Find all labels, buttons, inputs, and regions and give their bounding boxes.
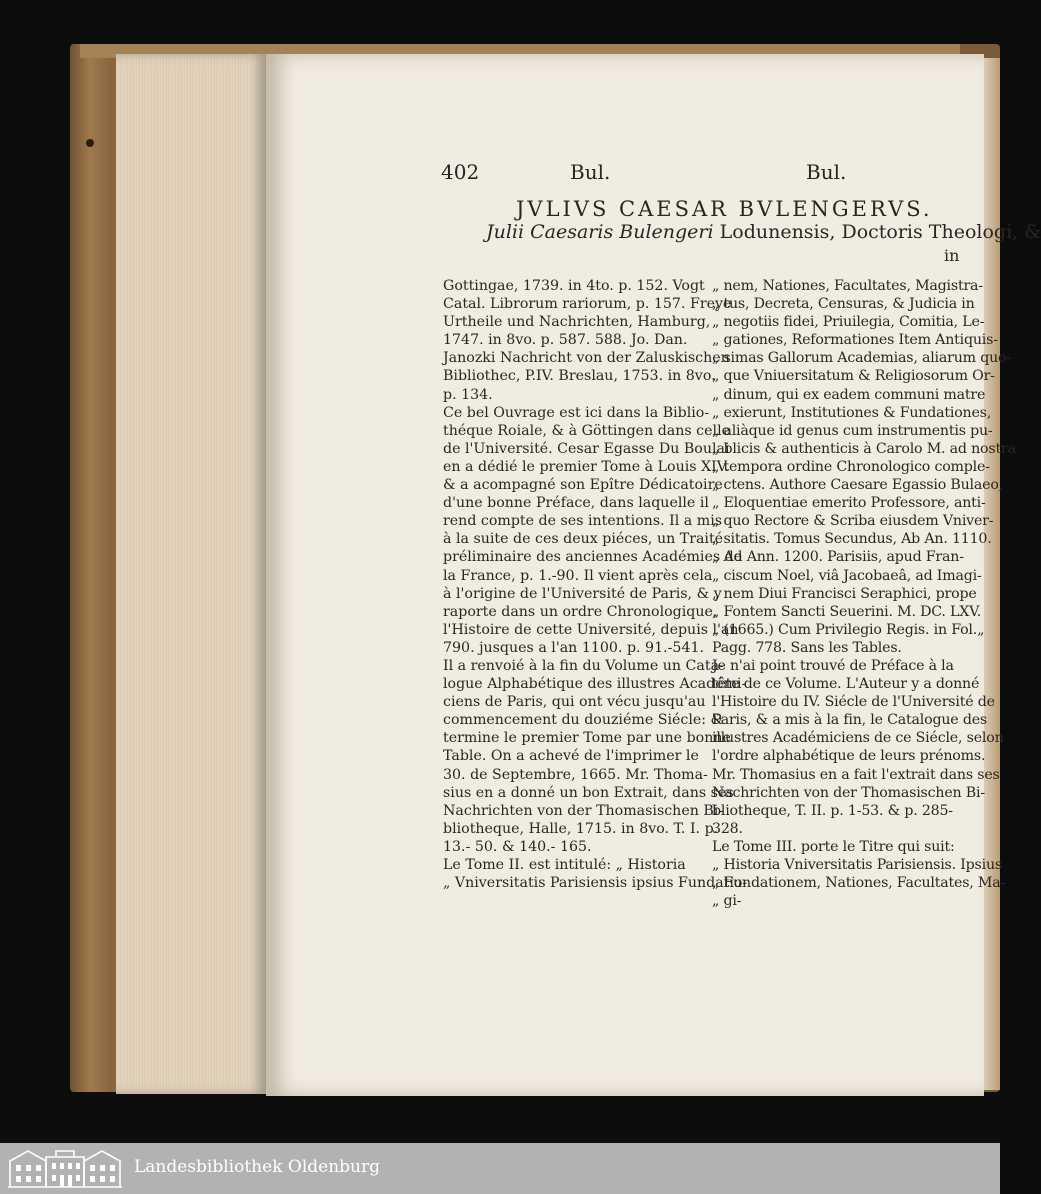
- text-line: illustres Académiciens de ce Siécle, selon: [712, 730, 1004, 747]
- text-line: „ gi-: [712, 893, 742, 910]
- text-line: en a dédié le premier Tome à Louis XIV.: [443, 458, 730, 475]
- text-line: „ dinum, qui ex eadem communi matre: [712, 386, 986, 403]
- text-line: „ Fundationem, Nationes, Facultates, Ma-: [712, 875, 1006, 892]
- text-line: l'Histoire du IV. Siécle de l'Université de: [712, 694, 995, 711]
- text-line: „ Vniversitatis Parisiensis ipsius Fundatio-: [443, 875, 748, 892]
- text-line: & a acompagné son Epître Dédicatoire: [443, 477, 723, 494]
- text-line: d'une bonne Préface, dans laquelle il: [443, 495, 709, 512]
- running-head-left: Bul.: [570, 160, 611, 184]
- footer-label: Landesbibliothek Oldenburg: [134, 1157, 381, 1177]
- text-line: „ Fontem Sancti Seuerini. M. DC. LXV.: [712, 603, 982, 620]
- page-number: 402: [441, 160, 480, 184]
- library-building-icon: [6, 1147, 124, 1189]
- text-line: „ (1665.) Cum Privilegio Regis. in Fol.„: [712, 621, 985, 638]
- entry-subheading: [486, 221, 1041, 243]
- text-line: „ negotiis fidei, Priuilegia, Comitia, Le-: [712, 314, 985, 331]
- text-line: Paris, & a mis à la fin, le Catalogue des: [712, 712, 987, 729]
- text-line: Urtheile und Nachrichten, Hamburg,: [443, 314, 711, 331]
- text-line: Mr. Thomasius en a fait l'extrait dans ses: [712, 766, 1000, 783]
- text-line: à la suite de ces deux piéces, un Traité: [443, 531, 724, 548]
- text-line: „ tempora ordine Chronologico comple-: [712, 458, 990, 475]
- text-line: p. 134.: [443, 386, 493, 403]
- left-text-column: [443, 277, 747, 892]
- text-line: bliotheque, Halle, 1715. in 8vo. T. I. p.: [443, 820, 719, 837]
- text-line: Nachrichten von der Thomasischen Bi-: [443, 802, 724, 819]
- text-line: Je n'ai point trouvé de Préface à la: [712, 657, 954, 674]
- text-line: termine le premier Tome par une bonne: [443, 730, 731, 747]
- text-line: „ Eloquentiae emerito Professore, anti-: [712, 495, 986, 512]
- text-line: „ Historia Vniversitatis Parisiensis. Ipsius: [712, 857, 1002, 873]
- subheading-continuation: in: [944, 246, 960, 265]
- text-line: l'ordre alphabétique de leurs prénoms.: [712, 748, 986, 765]
- text-line: „ nem, Nationes, Facultates, Magistra-: [712, 278, 983, 294]
- text-line: Pagg. 778. Sans les Tables.: [712, 639, 902, 656]
- running-head-right: Bul.: [806, 160, 847, 184]
- entry-heading: JVLIVS CAESAR BVLENGERVS.: [516, 197, 933, 221]
- text-line: „ simas Gallorum Academias, aliarum quo-: [712, 350, 1011, 367]
- right-text-column: [712, 277, 1016, 910]
- text-line: „ sitatis. Tomus Secundus, Ab An. 1110.: [712, 531, 992, 548]
- text-line: „ ciscum Noel, viâ Jacobaeâ, ad Imagi-: [712, 567, 982, 584]
- text-line: Catal. Librorum rariorum, p. 157. Freye: [443, 296, 732, 313]
- text-line: „ exierunt, Institutiones & Fundationes,: [712, 404, 992, 421]
- text-line: Gottingae, 1739. in 4to. p. 152. Vogt: [443, 278, 705, 294]
- text-line: „ blicis & authenticis à Carolo M. ad nostra: [712, 440, 1016, 457]
- footer-bar: [0, 1143, 1000, 1194]
- text-line: théque Roiale, & à Göttingen dans celle: [443, 422, 730, 439]
- text-line: Janozki Nachricht von der Zaluskischen: [443, 350, 730, 367]
- text-line: à l'origine de l'Université de Paris, & y: [443, 585, 722, 602]
- text-line: logue Alphabétique des illustres Académi-: [443, 676, 747, 693]
- text-line: „ quo Rectore & Scriba eiusdem Vniver-: [712, 513, 994, 530]
- text-line: 1747. in 8vo. p. 587. 588. Jo. Dan.: [443, 332, 688, 349]
- text-line: Il a renvoié à la fin du Volume un Cata-: [443, 657, 724, 674]
- text-line: „ ctens. Authore Caesare Egassio Bulaeo,: [712, 477, 1003, 494]
- text-line: la France, p. 1.-90. Il vient après cela: [443, 567, 713, 584]
- text-line: Bibliothec, P.IV. Breslau, 1753. in 8vo.: [443, 368, 716, 385]
- text-line: 790. jusques a l'an 1100. p. 91.-541.: [443, 639, 705, 656]
- text-line: commencement du douziéme Siécle: &: [443, 712, 724, 729]
- text-line: 13.- 50. & 140.- 165.: [443, 838, 592, 855]
- text-line: tête de ce Volume. L'Auteur y a donné: [712, 676, 980, 693]
- text-line: bliotheque, T. II. p. 1-53. & p. 285-: [712, 802, 953, 819]
- text-line: Le Tome II. est intitulé: „ Historia: [443, 857, 686, 873]
- text-line: „ Ad Ann. 1200. Parisiis, apud Fran-: [712, 549, 964, 566]
- text-line: Ce bel Ouvrage est ici dans la Biblio-: [443, 404, 710, 421]
- text-line: l'Histoire de cette Université, depuis l'an: [443, 621, 739, 638]
- subheading-rest: Lodunensis, Doctoris Theologi, &: [713, 221, 1041, 243]
- text-line: 30. de Septembre, 1665. Mr. Thoma-: [443, 766, 708, 783]
- page-edges: [116, 54, 266, 1094]
- text-line: „ que Vniuersitatum & Religiosorum Or-: [712, 368, 995, 385]
- text-line: préliminaire des anciennes Académies de: [443, 549, 743, 566]
- binding-nail: [86, 139, 94, 147]
- text-line: „ nem Diui Francisci Seraphici, prope: [712, 585, 977, 602]
- text-line: „ tus, Decreta, Censuras, & Judicia in: [712, 296, 975, 313]
- text-line: „ gationes, Reformationes Item Antiquis-: [712, 332, 998, 349]
- text-line: Nachrichten von der Thomasischen Bi-: [712, 784, 985, 801]
- text-line: de l'Université. Cesar Egasse Du Boulai: [443, 440, 730, 457]
- text-line: sius en a donné un bon Extrait, dans ses: [443, 784, 734, 801]
- text-line: rend compte de ses intentions. Il a mis: [443, 513, 723, 530]
- text-line: ciens de Paris, qui ont vécu jusqu'au: [443, 694, 706, 711]
- text-line: „ aliàque id genus cum instrumentis pu-: [712, 422, 993, 439]
- text-line: raporte dans un ordre Chronologique,: [443, 603, 718, 620]
- text-line: Le Tome III. porte le Titre qui suit:: [712, 838, 955, 855]
- text-line: 328.: [712, 820, 743, 837]
- subheading-italic: Julii Caesaris Bulengeri: [486, 221, 714, 243]
- text-line: Table. On a achevé de l'imprimer le: [443, 748, 699, 765]
